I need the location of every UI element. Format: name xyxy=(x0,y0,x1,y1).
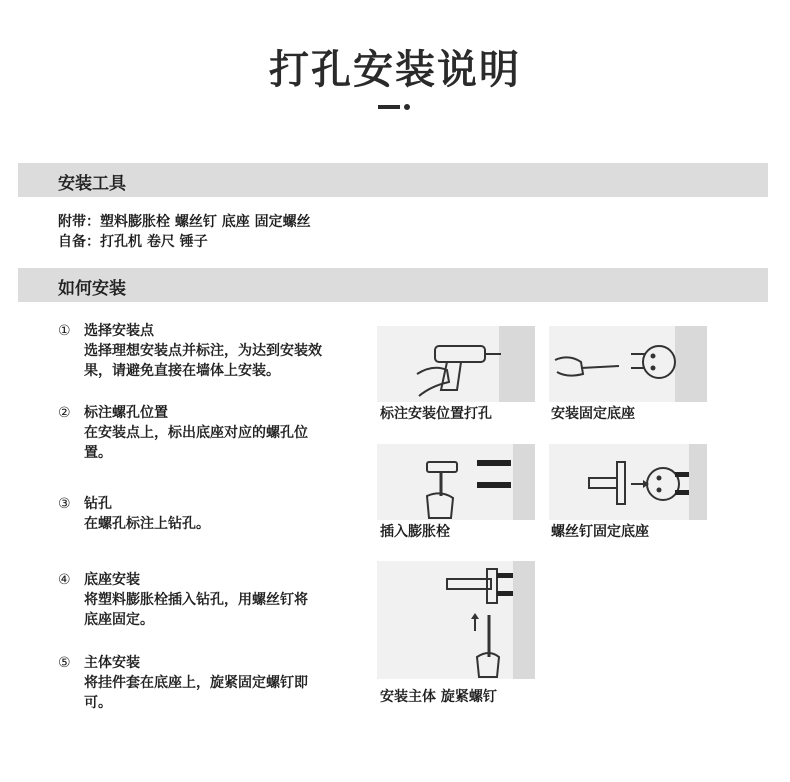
illustration-caption: 安装固定底座 xyxy=(551,406,635,422)
tools-list xyxy=(58,212,311,252)
title-underline-mark xyxy=(378,103,412,111)
step-2 xyxy=(58,403,338,463)
step-description: 在安装点上，标出底座对应的螺孔位置。 xyxy=(84,425,308,461)
step-5 xyxy=(58,653,338,713)
step-description: 将挂件套在底座上，旋紧固定螺钉即可。 xyxy=(84,675,308,711)
step-number: ⑤ xyxy=(58,655,71,671)
step-description: 选择理想安装点并标注，为达到安装效果，请避免直接在墙体上安装。 xyxy=(84,343,322,379)
illustration-caption: 螺丝钉固定底座 xyxy=(551,524,649,540)
section-header-install xyxy=(18,268,768,302)
illustration-caption: 插入膨胀栓 xyxy=(380,524,450,540)
screwdriver-base-icon xyxy=(549,326,707,402)
illustration-caption: 安装主体 旋紧螺钉 xyxy=(380,689,497,705)
hammer-anchor-icon xyxy=(377,444,535,520)
step-title: 底座安装 xyxy=(84,572,140,588)
step-title: 标注螺孔位置 xyxy=(84,405,168,421)
section-header-tools xyxy=(18,163,768,197)
step-title: 钻孔 xyxy=(84,496,112,512)
step-4 xyxy=(58,570,338,630)
step-1 xyxy=(58,321,338,381)
tighten-screw-icon xyxy=(377,561,535,679)
section-title-tools: 安装工具 xyxy=(58,174,126,194)
step-number: ② xyxy=(58,405,71,421)
drill-wall-icon xyxy=(377,326,535,402)
section-title-install: 如何安装 xyxy=(58,279,126,299)
step-number: ① xyxy=(58,323,71,339)
tools-included: 附带：塑料膨胀栓 螺丝钉 底座 固定螺丝 xyxy=(58,214,311,230)
tools-self-prepared: 自备：打孔机 卷尺 锤子 xyxy=(58,234,208,250)
illustration-caption: 标注安装位置打孔 xyxy=(380,406,492,422)
step-description: 在螺孔标注上钻孔。 xyxy=(84,516,210,532)
step-3 xyxy=(58,494,338,534)
step-number: ④ xyxy=(58,572,71,588)
step-title: 主体安装 xyxy=(84,655,140,671)
hook-base-icon xyxy=(549,444,707,520)
page-title: 打孔安装说明 xyxy=(269,47,521,93)
step-description: 将塑料膨胀栓插入钻孔，用螺丝钉将底座固定。 xyxy=(84,592,308,628)
step-title: 选择安装点 xyxy=(84,323,154,339)
step-number: ③ xyxy=(58,496,71,512)
